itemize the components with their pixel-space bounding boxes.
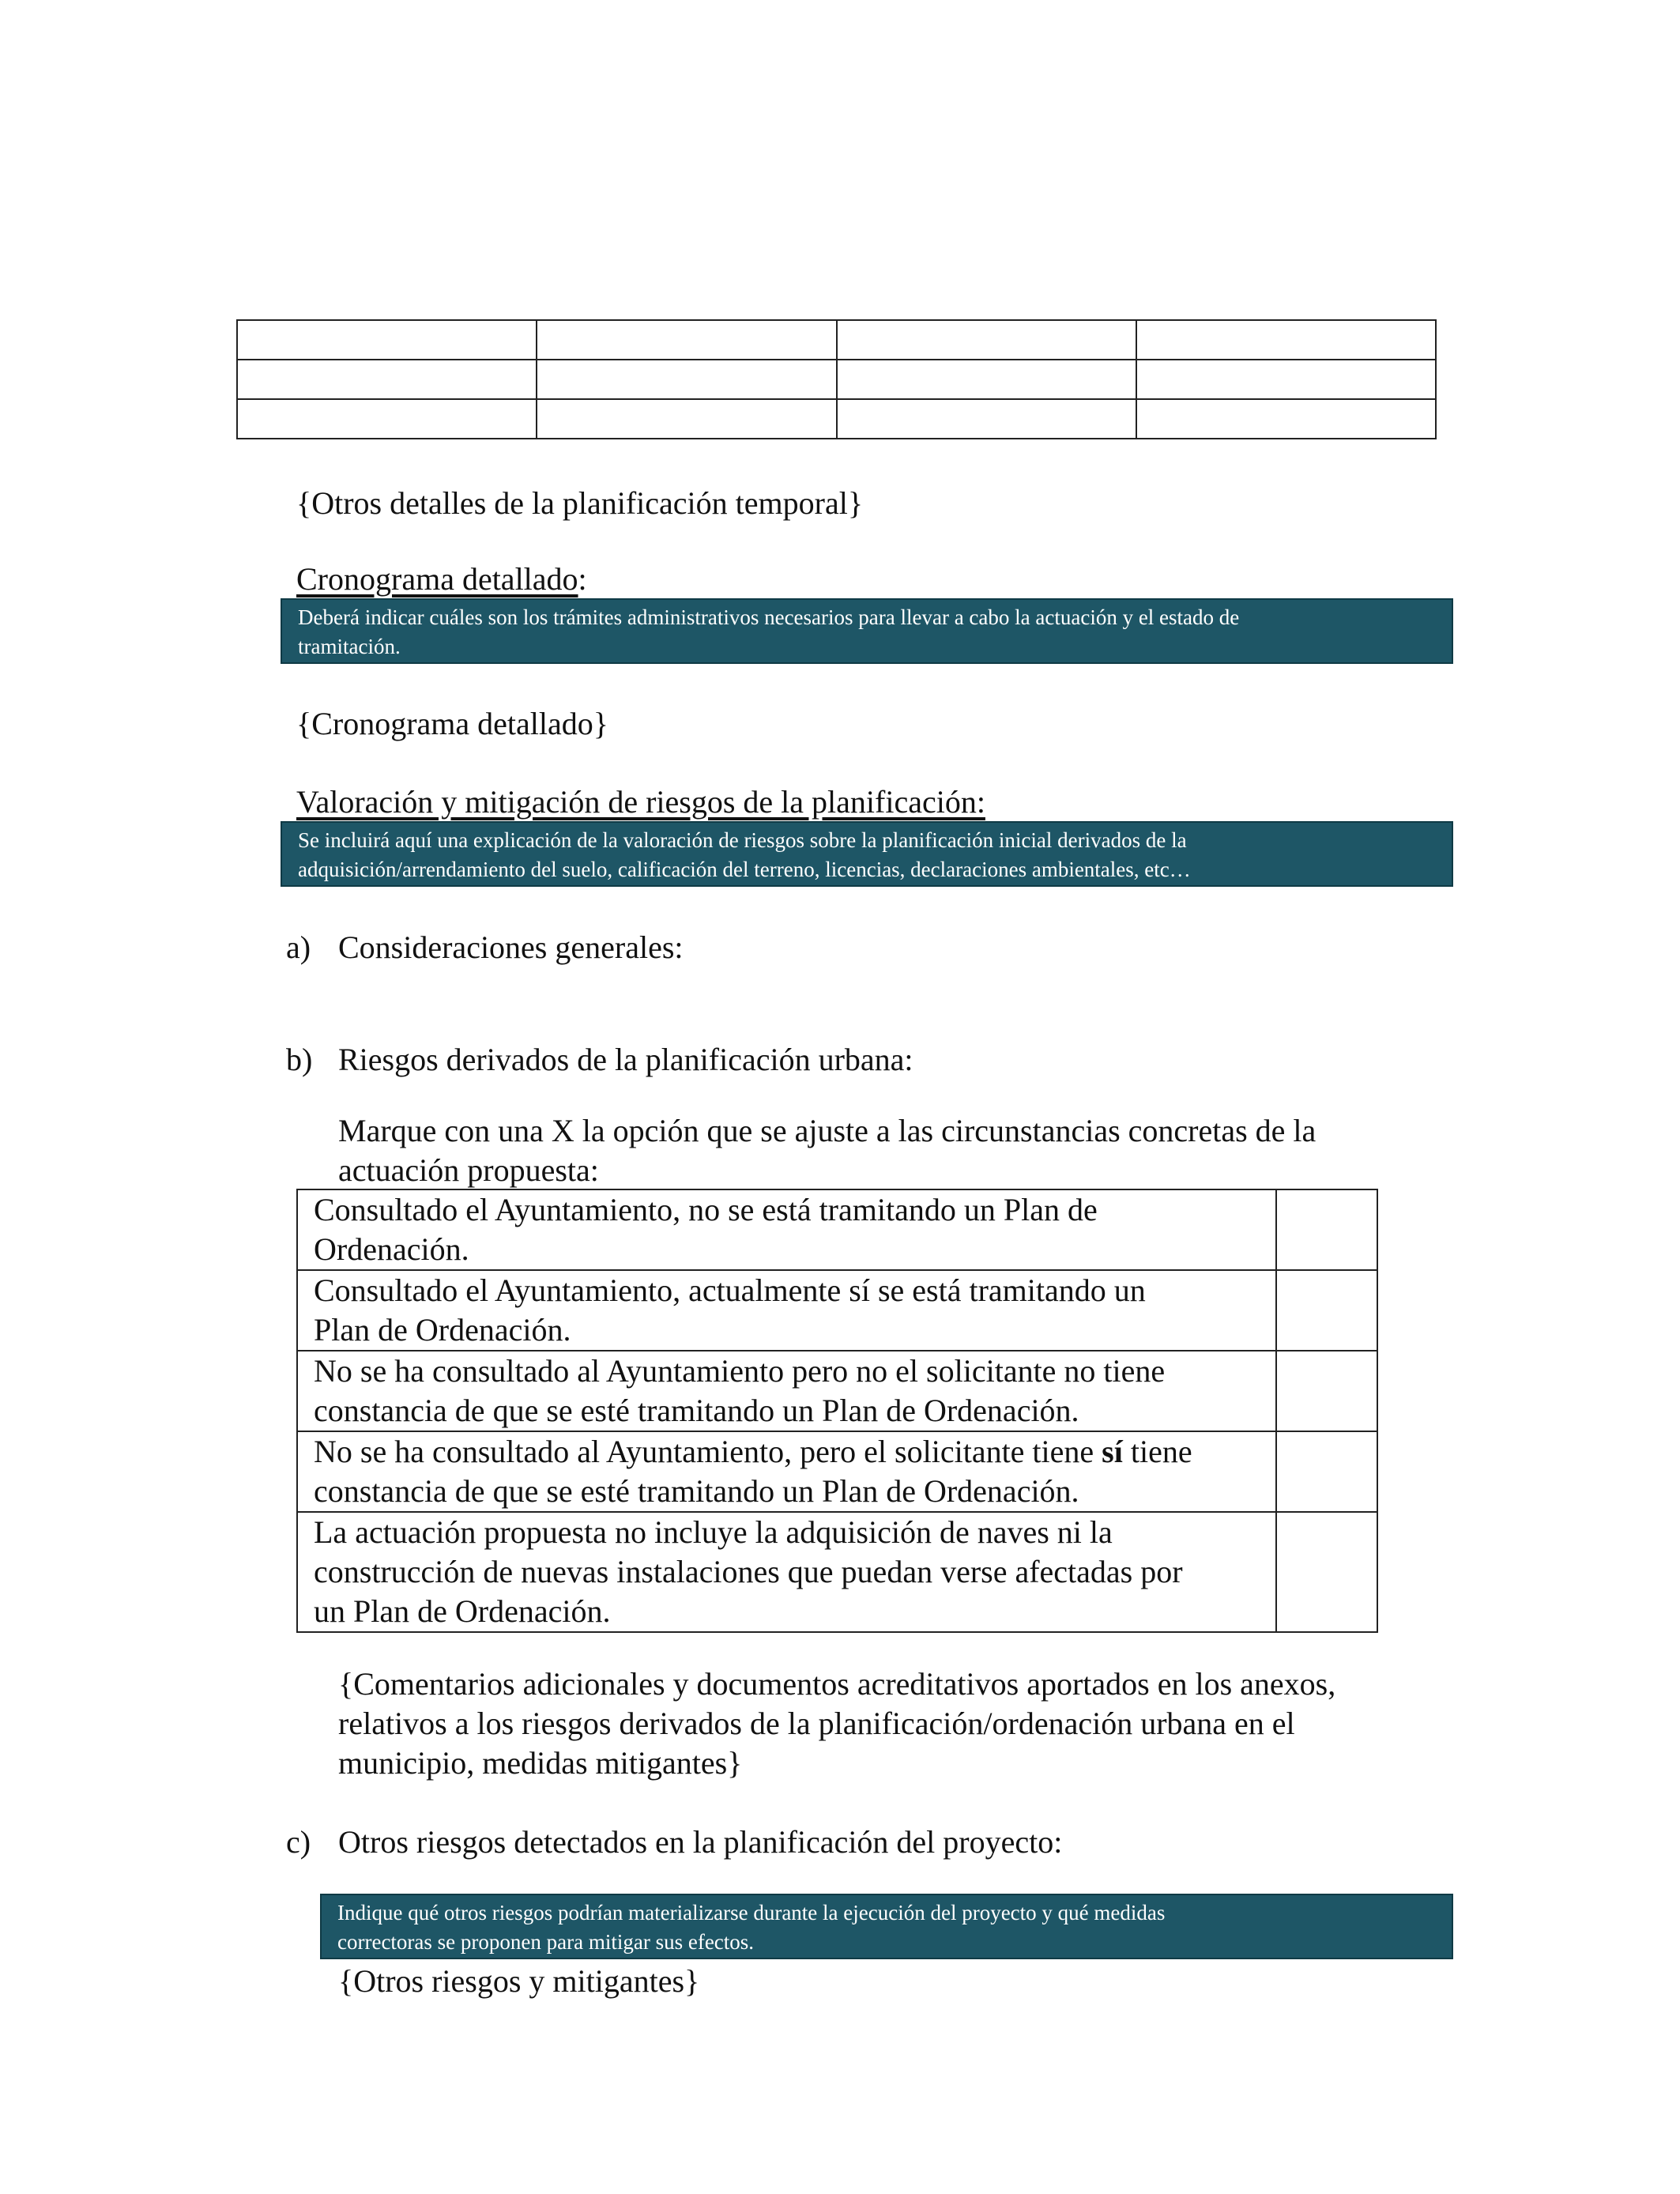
option-line: Consultado el Ayuntamiento, no se está tramitando un Plan de <box>314 1192 1098 1227</box>
plan-details-placeholder: {Otros detalles de la planificación temporal} <box>296 485 864 521</box>
option-checkbox-cell[interactable] <box>1276 1431 1377 1512</box>
instruction-line: Marque con una X la opción que se ajuste a las circunstancias concretas de la <box>338 1113 1317 1148</box>
option-line-part: tiene <box>1122 1434 1192 1469</box>
option-text <box>297 1512 1276 1632</box>
table-row <box>237 360 1436 399</box>
option-line-bold: sí <box>1102 1434 1123 1469</box>
table-cell <box>237 320 537 360</box>
riesgos-instruction-box <box>281 821 1453 887</box>
option-line: constancia de que se esté tramitando un Plan de Ordenación. <box>314 1393 1079 1428</box>
instruction-line: actuación propuesta: <box>338 1152 599 1188</box>
option-line: Ordenación. <box>314 1231 469 1267</box>
note-line: Indique qué otros riesgos podrían materializarse durante la ejecución del proyecto y qué medidas <box>337 1901 1166 1924</box>
table-cell <box>1136 399 1436 439</box>
section-b-marker: b) <box>286 1042 313 1077</box>
option-line: Consultado el Ayuntamiento, actualmente sí se está tramitando un <box>314 1272 1146 1308</box>
table-cell <box>837 320 1136 360</box>
note-line: Se incluirá aquí una explicación de la valoración de riesgos sobre la planificación inicial derivados de la <box>298 828 1187 852</box>
cronograma-heading-colon: : <box>578 561 587 597</box>
option-text <box>297 1351 1276 1431</box>
table-cell <box>537 360 836 399</box>
option-checkbox-cell[interactable] <box>1276 1512 1377 1632</box>
table-row <box>237 399 1436 439</box>
table-cell <box>537 320 836 360</box>
schedule-table <box>236 319 1437 439</box>
urban-planning-options-table <box>296 1189 1378 1633</box>
note-line: adquisición/arrendamiento del suelo, calificación del terreno, licencias, declaraciones ambientales, etc… <box>298 858 1191 881</box>
table-cell <box>837 399 1136 439</box>
option-row <box>297 1512 1377 1632</box>
option-row <box>297 1189 1377 1270</box>
option-line: un Plan de Ordenación. <box>314 1593 611 1629</box>
option-line: La actuación propuesta no incluye la adquisición de naves ni la <box>314 1514 1113 1550</box>
table-cell <box>837 360 1136 399</box>
comments-line: {Comentarios adicionales y documentos acreditativos aportados en los anexos, <box>338 1666 1336 1702</box>
option-text <box>297 1189 1276 1270</box>
section-a-marker: a) <box>286 929 311 965</box>
table-cell <box>237 360 537 399</box>
section-b-comments-placeholder <box>338 1664 1335 1783</box>
option-line: construcción de nuevas instalaciones que puedan verse afectadas por <box>314 1554 1183 1589</box>
comments-line: relativos a los riesgos derivados de la planificación/ordenación urbana en el <box>338 1706 1295 1741</box>
section-b-instruction <box>338 1111 1316 1190</box>
option-line-part: No se ha consultado al Ayuntamiento, pero el solicitante tiene <box>314 1434 1102 1469</box>
section-c-instruction-box <box>320 1894 1453 1959</box>
note-line: tramitación. <box>298 635 401 658</box>
option-checkbox-cell[interactable] <box>1276 1270 1377 1351</box>
note-line: Deberá indicar cuáles son los trámites administrativos necesarios para llevar a cabo la actuación y el estado de <box>298 605 1240 629</box>
option-line <box>314 1432 1268 1472</box>
section-c-title: Otros riesgos detectados en la planificación del proyecto: <box>338 1824 1063 1860</box>
option-text <box>297 1270 1276 1351</box>
option-line: No se ha consultado al Ayuntamiento pero no el solicitante no tiene <box>314 1353 1166 1389</box>
table-cell <box>1136 320 1436 360</box>
option-checkbox-cell[interactable] <box>1276 1351 1377 1431</box>
cronograma-heading <box>296 560 587 599</box>
option-row <box>297 1431 1377 1512</box>
option-line: constancia de que se esté tramitando un Plan de Ordenación. <box>314 1473 1079 1509</box>
table-row <box>237 320 1436 360</box>
option-row <box>297 1270 1377 1351</box>
cronograma-heading-text: Cronograma detallado <box>296 561 578 597</box>
table-cell <box>237 399 537 439</box>
option-row <box>297 1351 1377 1431</box>
riesgos-heading: Valoración y mitigación de riesgos de la planificación: <box>296 784 985 820</box>
section-c-placeholder: {Otros riesgos y mitigantes} <box>338 1963 700 1999</box>
note-line: correctoras se proponen para mitigar sus efectos. <box>337 1930 755 1954</box>
cronograma-instruction-box <box>281 598 1453 664</box>
table-cell <box>1136 360 1436 399</box>
comments-line: municipio, medidas mitigantes} <box>338 1745 743 1781</box>
cronograma-placeholder: {Cronograma detallado} <box>296 706 608 741</box>
table-cell <box>537 399 836 439</box>
option-checkbox-cell[interactable] <box>1276 1189 1377 1270</box>
section-b-title: Riesgos derivados de la planificación urbana: <box>338 1042 913 1077</box>
section-a-title: Consideraciones generales: <box>338 929 684 965</box>
option-line: Plan de Ordenación. <box>314 1312 571 1348</box>
option-text <box>297 1431 1276 1512</box>
section-c-marker: c) <box>286 1824 311 1860</box>
